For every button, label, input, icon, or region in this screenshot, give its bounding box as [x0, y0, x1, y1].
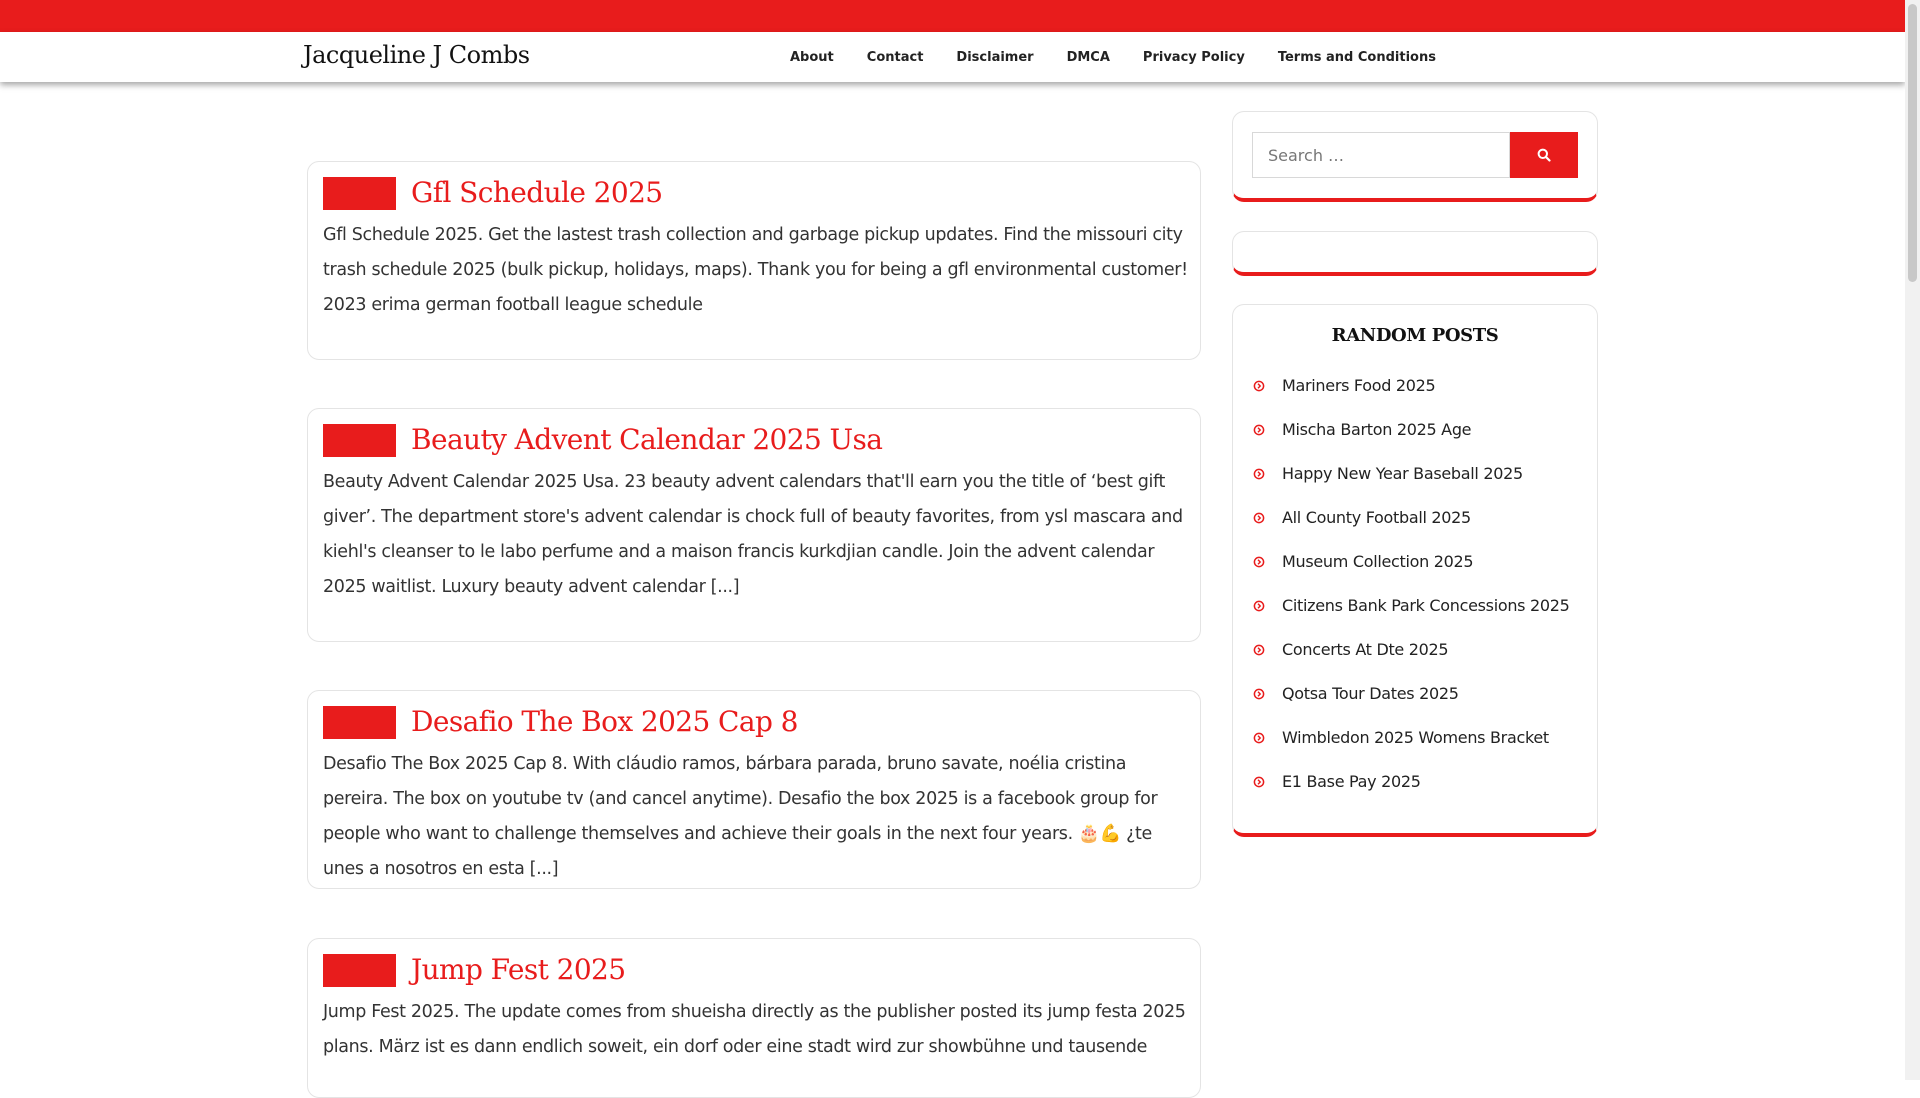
post-excerpt: Jump Fest 2025. The update comes from shueisha directly as the publisher posted its jump festa 2025 plans. März ist es dann endlich soweit, ein dorf oder eine stadt wird zur showbühne und tausende — [323, 1002, 1186, 1057]
random-post-label[interactable]: All County Football 2025 — [1282, 508, 1471, 527]
nav-link-privacy-policy[interactable]: Privacy Policy — [1142, 49, 1245, 65]
post-excerpt: Gfl Schedule 2025. Get the lastest trash collection and garbage pickup updates. Find the missouri city trash schedule 2025 (bulk pickup, holidays, maps). Thank you for being a gfl environmental customer! 2023 erima german football league schedule — [323, 225, 1188, 315]
random-post-label[interactable]: Museum Collection 2025 — [1282, 552, 1474, 571]
random-posts-widget — [1232, 304, 1598, 837]
circle-arrow-icon — [1253, 552, 1282, 572]
circle-arrow-icon — [1253, 376, 1282, 396]
circle-arrow-icon — [1253, 420, 1282, 440]
random-post-label[interactable]: Qotsa Tour Dates 2025 — [1282, 684, 1459, 703]
post-category-tag[interactable] — [323, 177, 396, 210]
main-nav — [790, 32, 1469, 82]
random-post-label[interactable]: Wimbledon 2025 Womens Bracket — [1282, 728, 1549, 747]
post-card — [307, 690, 1201, 889]
post-category-tag[interactable] — [323, 954, 396, 987]
random-posts-title: RANDOM POSTS — [1331, 325, 1499, 346]
top-accent-bar — [0, 0, 1905, 32]
circle-arrow-icon — [1253, 596, 1282, 616]
circle-arrow-icon — [1253, 684, 1282, 704]
circle-arrow-icon — [1253, 640, 1282, 660]
random-post-label[interactable]: Citizens Bank Park Concessions 2025 — [1282, 596, 1570, 615]
post-title[interactable]: Jump Fest 2025 — [411, 953, 626, 986]
random-post-label[interactable]: Mischa Barton 2025 Age — [1282, 420, 1472, 439]
circle-arrow-icon — [1253, 508, 1282, 528]
random-post-label[interactable]: Concerts At Dte 2025 — [1282, 640, 1449, 659]
random-post-item[interactable] — [1253, 728, 1570, 772]
random-post-item[interactable] — [1253, 420, 1570, 464]
search-input[interactable] — [1252, 132, 1510, 178]
random-post-item[interactable] — [1253, 684, 1570, 728]
post-card — [307, 161, 1201, 360]
circle-arrow-icon — [1253, 772, 1282, 792]
search-button[interactable] — [1510, 132, 1578, 178]
random-post-item[interactable] — [1253, 464, 1570, 508]
empty-widget — [1232, 231, 1598, 276]
nav-link-about[interactable]: About — [790, 49, 834, 65]
post-category-tag[interactable] — [323, 424, 396, 457]
nav-link-dmca[interactable]: DMCA — [1066, 49, 1110, 65]
nav-link-contact[interactable]: Contact — [866, 49, 924, 65]
page-scrollbar[interactable] — [1905, 0, 1920, 1080]
circle-arrow-icon — [1253, 728, 1282, 748]
random-post-item[interactable] — [1253, 640, 1570, 684]
search-icon — [1537, 148, 1551, 162]
site-brand[interactable]: Jacqueline J Combs — [303, 41, 530, 69]
circle-arrow-icon — [1253, 464, 1282, 484]
random-post-item[interactable] — [1253, 772, 1570, 816]
nav-link-disclaimer[interactable]: Disclaimer — [956, 49, 1034, 65]
random-post-item[interactable] — [1253, 552, 1570, 596]
random-post-item[interactable] — [1253, 596, 1570, 640]
post-category-tag[interactable] — [323, 706, 396, 739]
post-excerpt: Desafio The Box 2025 Cap 8. With cláudio ramos, bárbara parada, bruno savate, noélia cristina pereira. The box on youtube tv (and cancel anytime). Desafio the box 2025 is a facebook group for people who want to challenge themselves and achieve their goals in the next four years. 🎂💪 ¿te unes a nosotros en esta [...] — [323, 754, 1158, 879]
post-card — [307, 408, 1201, 642]
post-excerpt: Beauty Advent Calendar 2025 Usa. 23 beauty advent calendars that'll earn you the title of ‘best gift giver’. The department store's advent calendar is chock full of beauty favorites, from ysl mascara and kiehl's cleanser to le labo perfume and a maison francis kurkdjian candle. Join the advent calendar 2025 waitlist. Luxury beauty advent calendar [...] — [323, 472, 1183, 597]
post-title[interactable]: Gfl Schedule 2025 — [411, 176, 663, 209]
random-post-item[interactable] — [1253, 508, 1570, 552]
random-post-item[interactable] — [1253, 376, 1570, 420]
post-card — [307, 938, 1201, 1098]
random-post-label[interactable]: Happy New Year Baseball 2025 — [1282, 464, 1523, 483]
search-widget — [1232, 111, 1598, 202]
post-title[interactable]: Desafio The Box 2025 Cap 8 — [411, 705, 798, 738]
nav-link-terms[interactable]: Terms and Conditions — [1277, 49, 1436, 65]
post-title[interactable]: Beauty Advent Calendar 2025 Usa — [411, 423, 883, 456]
scrollbar-thumb[interactable] — [1908, 4, 1917, 282]
random-post-label[interactable]: E1 Base Pay 2025 — [1282, 772, 1421, 791]
site-header — [0, 32, 1905, 82]
random-posts-list — [1253, 376, 1570, 816]
random-post-label[interactable]: Mariners Food 2025 — [1282, 376, 1436, 395]
